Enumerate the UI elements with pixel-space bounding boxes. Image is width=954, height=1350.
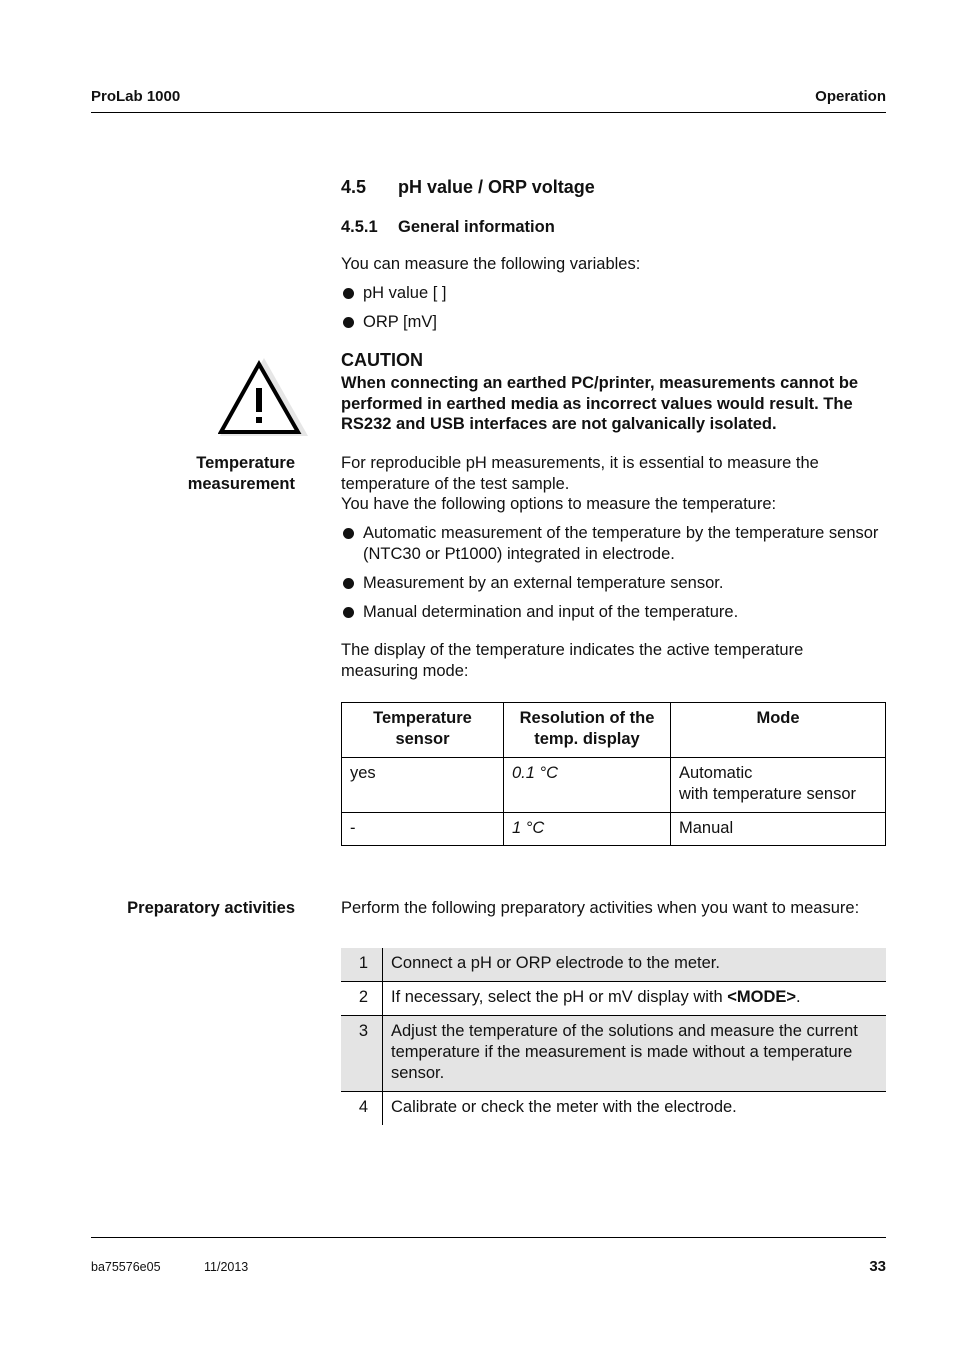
table-row bbox=[341, 1092, 886, 1126]
step-text: Connect a pH or ORP electrode to the meter. bbox=[383, 948, 887, 982]
step-number: 2 bbox=[341, 982, 383, 1016]
column-header: Mode bbox=[671, 703, 886, 758]
page-number: 33 bbox=[869, 1258, 886, 1275]
step-number: 3 bbox=[341, 1016, 383, 1092]
preparatory-steps bbox=[341, 948, 886, 1125]
header-rule bbox=[91, 112, 886, 113]
subsection-number: 4.5.1 bbox=[341, 218, 378, 236]
table-row bbox=[341, 948, 886, 982]
header-product: ProLab 1000 bbox=[91, 88, 181, 105]
step-text: Calibrate or check the meter with the electrode. bbox=[383, 1092, 887, 1126]
bullet-icon bbox=[343, 528, 354, 539]
caution-text: When connecting an earthed PC/printer, measurements cannot be performed in earthed media as incorrect values would result. The RS232 and USB interfaces are not galvanically isolated. bbox=[341, 374, 859, 433]
table-row bbox=[342, 758, 886, 813]
subsection-heading bbox=[341, 217, 555, 238]
column-header: Resolution of the temp. display bbox=[504, 703, 671, 758]
warning-triangle-icon bbox=[218, 356, 310, 438]
footer-rule bbox=[91, 1237, 886, 1238]
mode-key-label: <MODE> bbox=[727, 988, 797, 1006]
bullet-icon bbox=[343, 288, 354, 299]
step-text: Adjust the temperature of the solutions and measure the current temperature if the measurement is made without a temperature sensor. bbox=[383, 1016, 887, 1092]
table-row bbox=[341, 1016, 886, 1092]
table-header-row bbox=[342, 703, 886, 758]
temperature-mode-table bbox=[341, 702, 886, 846]
header-chapter: Operation bbox=[815, 88, 886, 105]
table-cell: yes bbox=[342, 758, 504, 813]
table-cell: 0.1 °C bbox=[504, 758, 671, 813]
section-number: 4.5 bbox=[341, 177, 367, 197]
subsection-title: General information bbox=[398, 218, 555, 236]
table-cell: Automatic with temperature sensor bbox=[671, 758, 886, 813]
side-label-preparatory: Preparatory activities bbox=[127, 899, 295, 917]
section-heading bbox=[341, 177, 595, 198]
side-label-temperature: Temperature measurement bbox=[187, 454, 295, 493]
table-cell: - bbox=[342, 813, 504, 846]
step-number: 4 bbox=[341, 1092, 383, 1126]
intro-text: You can measure the following variables: bbox=[341, 255, 641, 273]
bullet-icon bbox=[343, 578, 354, 589]
bullet-icon bbox=[343, 317, 354, 328]
table-cell: 1 °C bbox=[504, 813, 671, 846]
step-number: 1 bbox=[341, 948, 383, 982]
table-cell: Manual bbox=[671, 813, 886, 846]
bullet-icon bbox=[343, 607, 354, 618]
temperature-para-2: You have the following options to measure the temperature: bbox=[341, 495, 777, 513]
footer-date: 11/2013 bbox=[204, 1260, 249, 1274]
footer-doc-id: ba75576e05 bbox=[91, 1260, 161, 1274]
table-row bbox=[342, 813, 886, 846]
temperature-para-1: For reproducible pH measurements, it is essential to measure the temperature of the test sample. bbox=[341, 454, 819, 493]
column-header: Temperature sensor bbox=[342, 703, 504, 758]
section-title: pH value / ORP voltage bbox=[398, 177, 595, 197]
table-row bbox=[341, 982, 886, 1016]
preparatory-intro: Perform the following preparatory activities when you want to measure: bbox=[341, 899, 860, 917]
display-note: The display of the temperature indicates the active temperature measuring mode: bbox=[341, 641, 804, 680]
step-text: If necessary, select the pH or mV display with <MODE>. bbox=[383, 982, 887, 1016]
caution-title: CAUTION bbox=[341, 350, 423, 370]
